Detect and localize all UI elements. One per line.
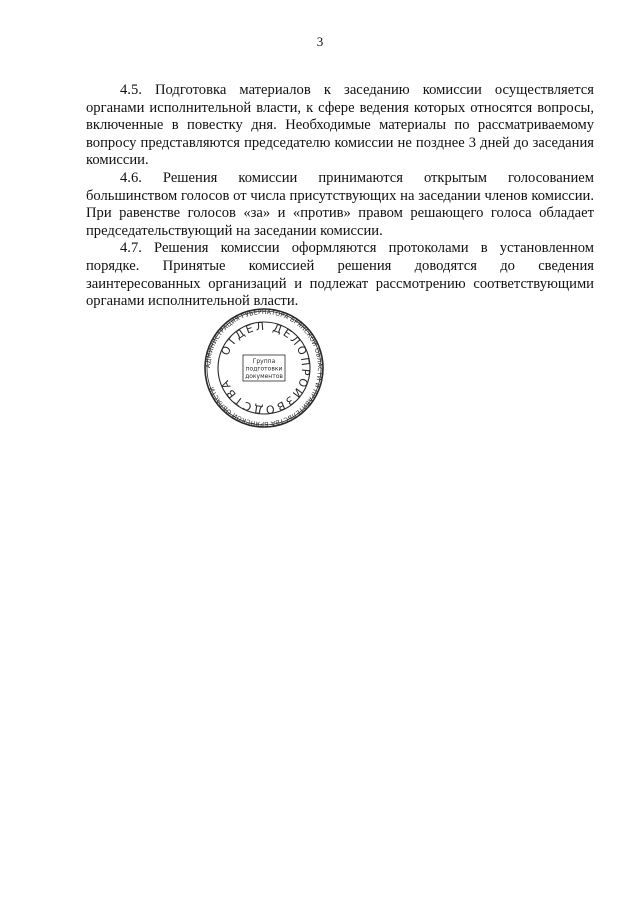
stamp-center-line-2: подготовки [245, 365, 283, 373]
stamp-inner-ring-text: ОТДЕЛ ДЕЛОПРОИЗВОДСТВА [218, 319, 313, 417]
paragraph-4-7: 4.7. Решения комиссии оформляются протоколами в установленном порядке. Принятые комиссией решения доводятся до сведения заинтересованных организаций и подлежат рассмотрению соответствующими органами исполнительной власти. [86, 240, 594, 310]
stamp-outer-ring-text: АДМИНИСТРАЦИЯ ГУБЕРНАТОРА БРЯНСКОЙ ОБЛАСТИ И ПРАВИТЕЛЬСТВА БРЯНСКОЙ ОБЛАСТИ [204, 308, 324, 428]
paragraph-4-5: 4.5. Подготовка материалов к заседанию комиссии осуществляется органами исполнительной власти, к сфере ведения которых относятся вопросы, включенные в повестку дня. Необходимые материалы по рассматриваемому вопросу представляются председателю комиссии не позднее 3 дней до заседания комиссии. [86, 82, 594, 169]
official-seal-stamp [203, 307, 325, 429]
page-number: 3 [316, 34, 324, 49]
document-body [86, 82, 594, 311]
paragraph-4-6: 4.6. Решения комиссии принимаются открытым голосованием большинством голосов от числа присутствующих на заседании членов комиссии. При равенстве голосов «за» и «против» правом решающего голоса обладает председательствующий на заседании комиссии. [86, 169, 594, 239]
stamp-center-line-3: документов [245, 373, 283, 380]
stamp-center-line-1: Группа [252, 358, 276, 365]
